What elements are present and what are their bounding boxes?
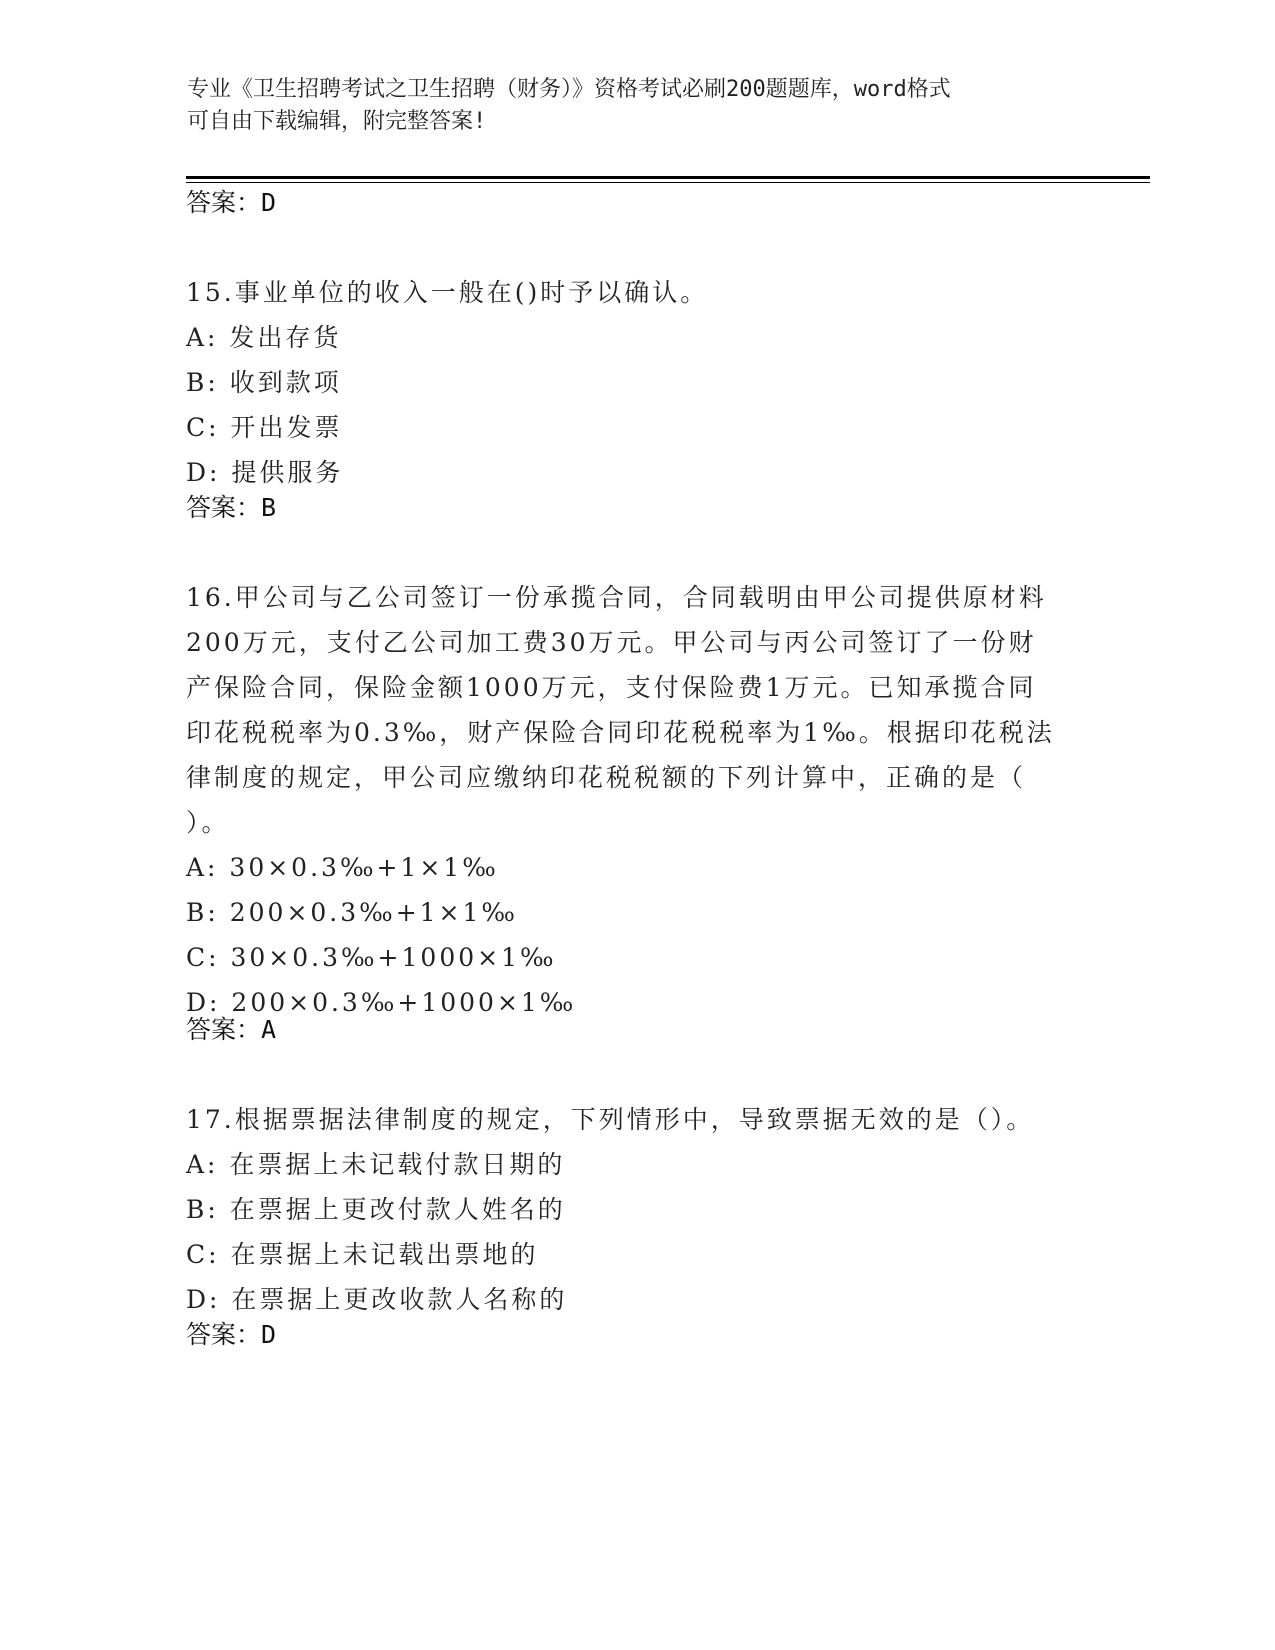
option-c: C: 开出发票	[186, 413, 343, 442]
question-stem-line: 产保险合同，保险金额1000万元，支付保险费1万元。已知承揽合同	[186, 673, 1037, 702]
question-stem-line: 律制度的规定，甲公司应缴纳印花税税额的下列计算中，正确的是（	[186, 763, 1027, 792]
question-stem: 15.事业单位的收入一般在()时予以确认。	[186, 278, 709, 307]
answer-q14: 答案：D	[186, 188, 277, 217]
question-15	[186, 270, 1066, 495]
option-b: B: 收到款项	[186, 368, 342, 397]
option-d: D: 200×0.3‰+1000×1‰	[186, 988, 577, 1017]
question-17	[186, 1097, 1066, 1322]
option-b: B: 在票据上更改付款人姓名的	[186, 1195, 566, 1224]
option-a: A: 30×0.3‰+1×1‰	[186, 853, 499, 882]
header-divider-thin	[186, 182, 1150, 183]
option-b: B: 200×0.3‰+1×1‰	[186, 898, 518, 927]
option-d: D: 在票据上更改收款人名称的	[186, 1285, 568, 1314]
header-line-1: 专业《卫生招聘考试之卫生招聘（财务）》资格考试必刷200题题库，word格式	[187, 77, 951, 102]
option-a: A: 发出存货	[186, 323, 342, 352]
option-a: A: 在票据上未记载付款日期的	[186, 1150, 566, 1179]
option-c: C: 在票据上未记载出票地的	[186, 1240, 539, 1269]
header-line-2: 可自由下载编辑，附完整答案!	[187, 109, 487, 134]
answer-q17: 答案：D	[186, 1320, 277, 1349]
question-stem-line: 16.甲公司与乙公司签订一份承揽合同，合同载明由甲公司提供原材料	[186, 583, 1047, 612]
header-divider-thick	[186, 176, 1150, 179]
answer-q15: 答案：B	[186, 493, 277, 522]
question-stem-line: ）。	[186, 808, 230, 837]
option-d: D: 提供服务	[186, 458, 344, 487]
question-16	[186, 575, 1066, 1025]
question-stem: 17.根据票据法律制度的规定，下列情形中，导致票据无效的是（）。	[186, 1105, 1035, 1134]
option-c: C: 30×0.3‰+1000×1‰	[186, 943, 557, 972]
question-stem-line: 印花税税率为0.3‰，财产保险合同印花税税率为1‰。根据印花税法	[186, 718, 1055, 747]
question-stem-line: 200万元，支付乙公司加工费30万元。甲公司与丙公司签订了一份财	[186, 628, 1037, 657]
answer-q16: 答案：A	[186, 1015, 277, 1044]
document-header	[187, 74, 1067, 138]
